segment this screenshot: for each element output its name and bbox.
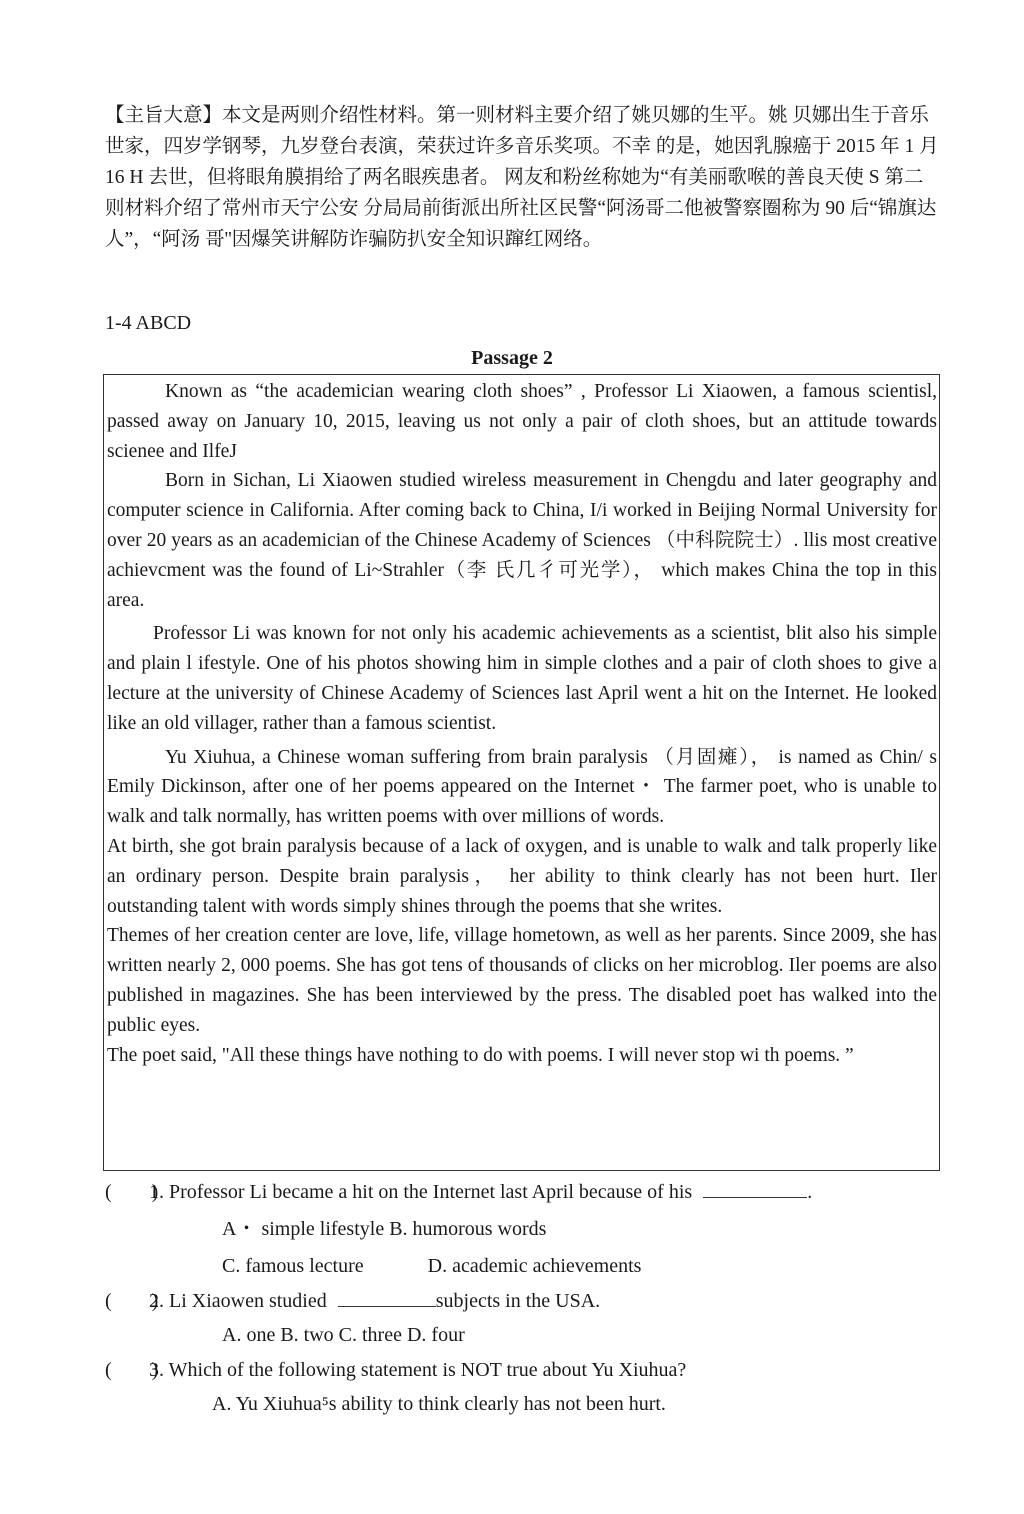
question-3: [105, 1355, 686, 1385]
question-text: 3. Which of the following statement is NOT true about Yu Xiuhua?: [149, 1359, 687, 1381]
passage-paragraph: The poet said, "All these things have nothing to do with poems. I will never stop wi th poems. ”: [107, 1044, 854, 1066]
question-3-options: [212, 1389, 666, 1419]
question-text: 2. Li Xiaowen studied: [149, 1290, 327, 1312]
option-text: A・ simple lifestyle B. humorous words: [222, 1218, 547, 1240]
passage-paragraph: Known as “the academician wearing cloth shoes” , Professor Li Xiaowen, a famous scientisl, passed away on January 10, 2015, leaving us not only a pair of cloth shoes, but an attitude towards scienee and IlfeJ: [107, 381, 937, 462]
question-2: [105, 1286, 600, 1316]
answer-parenthesis[interactable]: ( ): [105, 1359, 159, 1381]
answer-parenthesis[interactable]: ( ): [105, 1181, 159, 1203]
passage-paragraph: Themes of her creation center are love, life, village hometown, as well as her parents. Since 2009, she has written nearly 2, 000 poems. She has got tens of thousands of clicks on her microblog. Iler poems are also published in magazines. She has been interviewed by the press. The disabled poet has walked into the public eyes.: [107, 925, 937, 1036]
question-suffix: .: [807, 1181, 813, 1203]
option-text: A. one B. two C. three D. four: [222, 1324, 465, 1346]
question-text: 1. Professor Li became a hit on the Internet last April because of his: [149, 1181, 693, 1203]
answer-parenthesis[interactable]: ( ): [105, 1290, 159, 1312]
question-1-options-row-2: [222, 1251, 641, 1281]
question-2-options: [222, 1320, 465, 1350]
passage-box: [103, 374, 940, 1171]
option-text: D. academic achievements: [427, 1255, 642, 1277]
passage-title: Passage 2: [471, 347, 553, 369]
answer-blank[interactable]: [703, 1177, 807, 1198]
passage-paragraph: Professor Li was known for not only his academic achievements as a scientist, blit also his simple and plain l ifestyle. One of his photos showing him in simple clothes and a pair of cloth shoes to give a lecture at the university of Chinese Academy of Sciences last April went a hit on the Internet. He looked like an old villager, rather than a famous scientist.: [107, 623, 937, 734]
summary-text: 【主旨大意】本文是两则介绍性材料。第一则材料主要介绍了姚贝娜的生平。姚 贝娜出生于音乐世家，四岁学钢琴，九岁登台表演，荣获过许多音乐奖项。不幸 的是，她因乳腺癌于 2015 年 1 月 16 H 去世，但将眼角膜捐给了两名眼疾患者。 网友和粉丝称她为“有美丽歌喉的善良天使 S 第二则材料介绍了常州市天宁公安 分局局前街派出所社区民警“阿汤哥二他被警察圈称为 90 后“锦旗达人”，“阿汤 哥''因爆笑讲解防诈骗防扒安全知识蹿红网络。: [105, 105, 939, 250]
question-suffix: subjects in the USA.: [435, 1290, 601, 1312]
answer-blank[interactable]: [338, 1286, 436, 1307]
passage-paragraph: Born in Sichan, Li Xiaowen studied wireless measurement in Chengdu and later geography and computer science in California. After coming back to China, I/i worked in Beijing Normal University for over 20 years as an academician of the Chinese Academy of Sciences （中科院院士）. llis most creative achievcment was the found of Li~Strahler（李 氏几彳可光学）， which makes China the top in this area.: [107, 470, 937, 611]
question-1-options-row-1: [222, 1214, 546, 1244]
answer-key: 1-4 ABCD: [105, 312, 192, 334]
passage-paragraph: At birth, she got brain paralysis because of a lack of oxygen, and is unable to walk and talk properly like an ordinary person. Despite brain paralysis， her ability to think clearly has not been hurt. Iler outstanding talent with words simply shines through the poems that she writes.: [107, 835, 937, 917]
passage-paragraph: Yu Xiuhua, a Chinese woman suffering from brain paralysis （月固瘫）， is named as Chin/ s Emily Dickinson, after one of her poems appeared on the Internet・ The farmer poet, who is unable to walk and talk normally, has written poems with over millions of words.: [107, 746, 937, 828]
option-text: A. Yu Xiuhua⁵s ability to think clearly has not been hurt.: [212, 1393, 666, 1415]
option-text: C. famous lecture: [222, 1255, 364, 1277]
question-1: [105, 1177, 812, 1207]
summary-section: [105, 100, 940, 255]
